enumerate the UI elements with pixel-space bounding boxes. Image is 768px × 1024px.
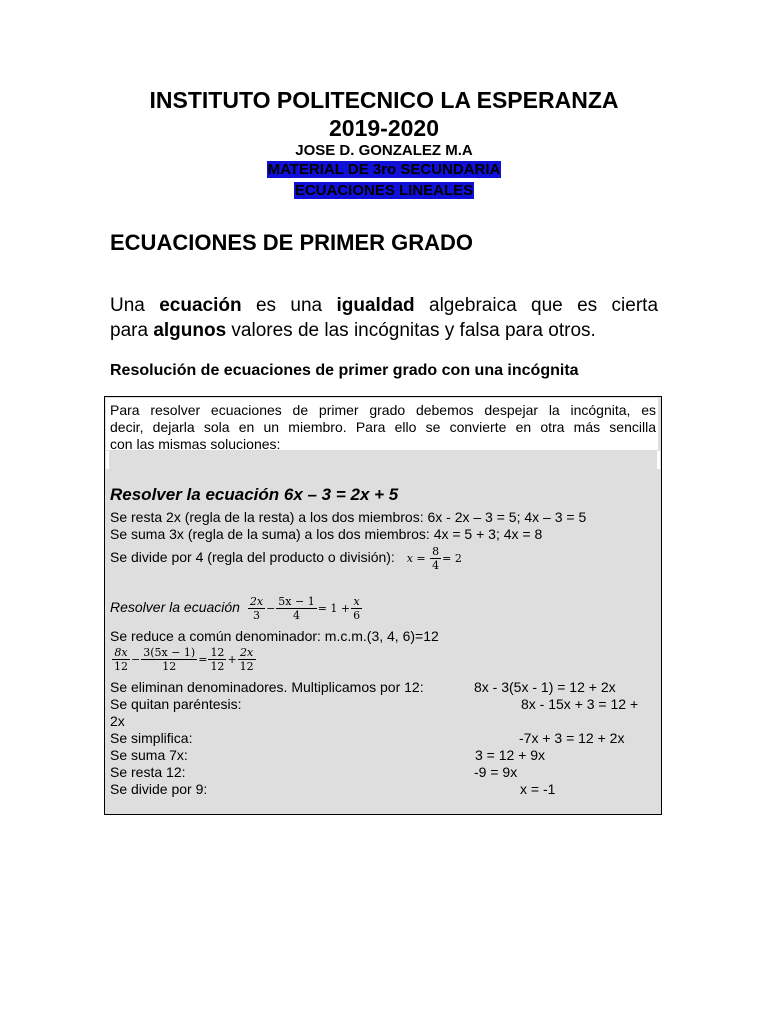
fraction-denominator: 12 [162,660,177,673]
fraction-denominator: 12 [114,660,128,673]
intro-line-2 [110,320,596,341]
example1-title: Resolver la ecuación 6x – 3 = 2x + 5 [110,485,399,504]
step-divide-equation: x = -1 [520,781,556,797]
fraction-numerator: 12 [210,646,225,659]
box-intro-line: decir, dejarla sola en un miembro. Para ello se convierte en otra más sencilla [110,419,656,435]
math-text: = 1 + [317,602,351,615]
fraction-numerator: 2x [249,595,264,608]
fraction-numerator: 2x [238,646,256,660]
step-simplify-equation: -7x + 3 = 12 + 2x [519,730,625,746]
subsection-title: Resolución de ecuaciones de primer grado con una incógnita [110,362,579,379]
example1-step2: Se suma 3x (regla de la suma) a los dos miembros: 4x = 5 + 3; 4x = 8 [110,526,543,542]
fraction-denominator: 4 [292,609,300,622]
box-strip-left [106,451,109,469]
step-parentheses-label: Se quitan paréntesis: [110,696,242,712]
fraction [248,595,265,622]
fraction-denominator: 4 [432,559,440,572]
example2-title-text: Resolver la ecuación [110,599,240,616]
common-denominator-equation: $\frac{8x}{12}$ − $\frac{3(5x - 1)}{12}$ = $\frac{12}{12}$ + $\frac{2x}{12}$ [114,646,254,673]
fraction-numerator: 8 [432,545,440,558]
box-intro-line: con las mismas soluciones: [110,436,281,452]
step-eliminate-equation: 8x - 3(5x - 1) = 12 + 2x [474,679,616,695]
highlight-topic-text: ECUACIONES LINEALES [294,182,474,199]
author-name: JOSE D. GONZALEZ M.A [295,142,473,159]
intro-text: es una [241,295,337,316]
step-eliminate-label: Se eliminan denominadores. Multiplicamos por 12: [110,679,424,695]
highlight-material-text: MATERIAL DE 3ro SECUNDARIA [267,161,501,178]
fraction-denominator: 12 [239,660,254,673]
step-divide-label: Se divide por 9: [110,781,208,797]
box-strip-right [657,451,660,469]
fraction-numerator: x [351,595,362,609]
math-result: = 2 [442,552,462,565]
school-year: 2019-2020 [329,115,439,141]
fraction [276,595,316,622]
example1-step3-label: Se divide por 4 (regla del producto o división): [110,549,395,566]
fraction [208,646,226,673]
fraction-numerator: 3(5x − 1) [143,646,196,659]
step-add-equation: 3 = 12 + 9x [475,747,546,763]
example-box [104,396,662,815]
section-title: ECUACIONES DE PRIMER GRADO [110,230,474,255]
example2-title: Resolver la ecuación $\frac{2x}{3}$ − $\frac{5x - 1}{4}$ = 1 + $\frac{x}{6}$ [110,595,361,622]
step-subtract-equation: -9 = 9x [474,764,518,780]
intro-paragraph [110,293,658,343]
institute-title: INSTITUTO POLITECNICO LA ESPERANZA [149,87,619,113]
intro-text: para [110,320,154,341]
intro-text: Una [110,295,160,316]
fraction [430,545,441,572]
fraction [238,646,256,673]
example1-step3: Se divide por 4 (regla del producto o división): x = $\frac{8}{4}$ = 2 [110,545,462,572]
example1-step1: Se resta 2x (regla de la resta) a los dos miembros: 6x - 2x – 3 = 5; 4x – 3 = 5 [110,509,587,525]
term-igualdad: igualdad [336,295,415,316]
term-ecuacion: ecuación [159,295,242,316]
fraction-numerator: 5x − 1 [278,595,315,608]
step-common-denominator: Se reduce a común denominador: m.c.m.(3, 4, 6)=12 [110,628,439,644]
step-parentheses-equation: 8x - 15x + 3 = 12 + [521,696,639,712]
fraction [351,595,362,622]
highlight-topic [0,182,768,200]
box-intro-text [106,398,658,450]
math-var: x [406,552,413,565]
intro-text: algebraica que es cierta [414,295,659,316]
fraction-denominator: 3 [252,609,260,622]
fraction [141,646,197,673]
term-algunos: algunos [153,320,227,341]
fraction-denominator: 12 [210,660,225,673]
fraction-denominator: 6 [353,609,361,622]
fraction-numerator: 8x [112,646,130,660]
fraction [112,646,130,673]
step-simplify-label: Se simplifica: [110,730,193,746]
highlight-material [0,161,768,179]
step-subtract-label: Se resta 12: [110,764,186,780]
intro-line-1 [110,293,658,318]
box-intro-line: Para resolver ecuaciones de primer grado debemos despejar la incógnita, es [110,402,656,418]
step-parentheses-continuation: 2x [110,713,125,729]
step-add-label: Se suma 7x: [110,747,188,763]
intro-text: valores de las incógnitas y falsa para otros. [226,320,596,341]
